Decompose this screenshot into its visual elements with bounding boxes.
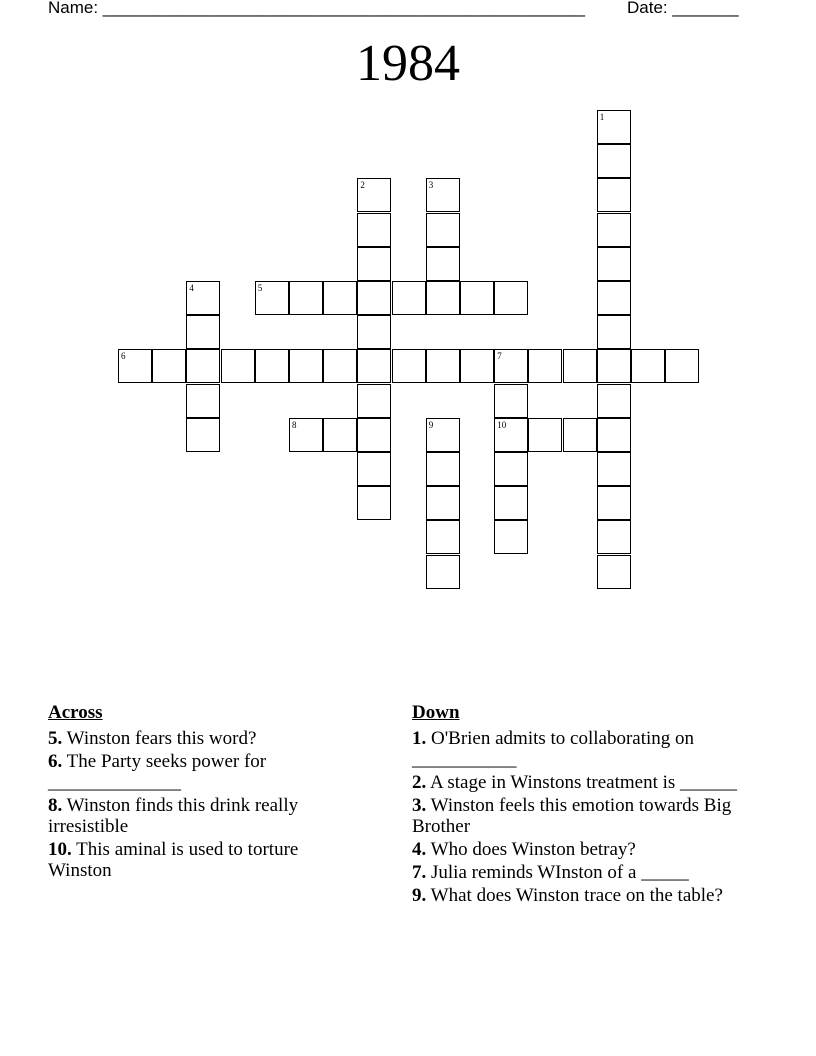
clue-down-7	[412, 862, 742, 883]
clue-across-8	[48, 795, 348, 837]
grid-cell[interactable]	[289, 281, 323, 315]
grid-cell[interactable]	[563, 349, 597, 383]
clue-text: Who does Winston betray?	[430, 839, 636, 860]
grid-cell[interactable]	[186, 315, 220, 349]
grid-cell[interactable]	[563, 418, 597, 452]
grid-cell[interactable]	[597, 178, 631, 212]
clue-number: 7.	[412, 862, 427, 883]
grid-cell[interactable]	[357, 418, 391, 452]
grid-cell[interactable]	[357, 281, 391, 315]
clue-down-1	[412, 728, 742, 770]
clue-number: 6.	[48, 751, 63, 772]
grid-cell[interactable]	[426, 178, 460, 212]
grid-cell[interactable]	[392, 281, 426, 315]
grid-cell[interactable]	[597, 384, 631, 418]
grid-cell[interactable]	[494, 349, 528, 383]
clue-number-label: 10	[497, 419, 507, 430]
grid-cell[interactable]	[426, 247, 460, 281]
grid-cell[interactable]	[357, 384, 391, 418]
clue-across-6	[48, 751, 348, 793]
grid-cell[interactable]	[597, 247, 631, 281]
grid-cell[interactable]	[494, 281, 528, 315]
clue-number: 4.	[412, 839, 427, 860]
grid-cell[interactable]	[597, 315, 631, 349]
grid-cell[interactable]	[357, 349, 391, 383]
grid-cell[interactable]	[597, 144, 631, 178]
grid-cell[interactable]	[426, 213, 460, 247]
grid-cell[interactable]	[392, 349, 426, 383]
grid-cell[interactable]	[357, 452, 391, 486]
clue-down-3	[412, 795, 742, 837]
grid-cell[interactable]	[186, 349, 220, 383]
grid-cell[interactable]	[426, 520, 460, 554]
grid-cell[interactable]	[255, 281, 289, 315]
grid-cell[interactable]	[152, 349, 186, 383]
grid-cell[interactable]	[357, 315, 391, 349]
clue-down-9	[412, 885, 742, 906]
clue-text: O'Brien admits to collaborating on ___________	[412, 728, 695, 770]
grid-cell[interactable]	[426, 349, 460, 383]
grid-cell[interactable]	[426, 452, 460, 486]
grid-cell[interactable]	[186, 384, 220, 418]
grid-cell[interactable]	[460, 349, 494, 383]
grid-cell[interactable]	[323, 349, 357, 383]
down-heading: Down	[412, 702, 460, 723]
grid-cell[interactable]	[186, 418, 220, 452]
clue-number-label: 3	[428, 180, 434, 191]
grid-cell[interactable]	[426, 555, 460, 589]
grid-cell[interactable]	[426, 486, 460, 520]
grid-cell[interactable]	[494, 384, 528, 418]
clue-text: What does Winston trace on the table?	[430, 885, 723, 906]
clue-number-label: 8	[292, 419, 297, 430]
clue-number: 5.	[48, 728, 63, 749]
clue-across-10	[48, 839, 348, 881]
grid-cell[interactable]	[289, 418, 323, 452]
clue-number-label: 1	[599, 112, 605, 122]
grid-cell[interactable]	[426, 281, 460, 315]
clue-text: The Party seeks power for ______________	[48, 751, 267, 793]
grid-cell[interactable]	[597, 555, 631, 589]
grid-cell[interactable]	[118, 349, 152, 383]
grid-cell[interactable]	[494, 452, 528, 486]
grid-cell[interactable]	[426, 418, 460, 452]
date-field-label: Date: _______	[627, 0, 739, 17]
clue-number-label: 5	[257, 283, 263, 293]
grid-cell[interactable]	[494, 520, 528, 554]
clue-number: 2.	[412, 772, 427, 793]
clue-text: A stage in Winstons treatment is ______	[429, 772, 738, 793]
clue-number-label: 2	[360, 180, 365, 191]
grid-cell[interactable]	[323, 418, 357, 452]
clue-text: Winston fears this word?	[66, 728, 257, 749]
grid-cell[interactable]	[221, 349, 255, 383]
grid-cell[interactable]	[528, 349, 562, 383]
grid-cell[interactable]	[357, 213, 391, 247]
grid-cell[interactable]	[597, 349, 631, 383]
clue-number: 10.	[48, 839, 72, 860]
grid-cell[interactable]	[597, 452, 631, 486]
grid-cell[interactable]	[289, 349, 323, 383]
grid-cell[interactable]	[597, 281, 631, 315]
puzzle-title: 1984	[356, 35, 460, 92]
clue-text: Winston feels this emotion towards Big Brother	[412, 795, 732, 837]
grid-cell[interactable]	[597, 418, 631, 452]
grid-cell[interactable]	[357, 247, 391, 281]
clue-down-4	[412, 839, 742, 860]
grid-cell[interactable]	[255, 349, 289, 383]
clue-number-label: 6	[121, 351, 126, 362]
clue-number: 9.	[412, 885, 427, 906]
clue-text: Winston finds this drink really irresistible	[48, 795, 299, 837]
clue-number: 3.	[412, 795, 427, 816]
clue-down-2	[412, 772, 742, 793]
clue-number-label: 9	[428, 419, 434, 430]
grid-cell[interactable]	[597, 520, 631, 554]
grid-cell[interactable]	[460, 281, 494, 315]
clue-number: 8.	[48, 795, 63, 816]
grid-cell[interactable]	[357, 178, 391, 212]
across-clues	[48, 702, 348, 883]
grid-cell[interactable]	[323, 281, 357, 315]
clue-text: Julia reminds WInston of a _____	[431, 862, 689, 883]
grid-cell[interactable]	[357, 486, 391, 520]
grid-cell[interactable]	[186, 281, 220, 315]
grid-cell[interactable]	[528, 418, 562, 452]
clue-number: 1.	[412, 728, 427, 749]
grid-cell[interactable]	[494, 418, 528, 452]
grid-cell[interactable]	[597, 213, 631, 247]
grid-cell[interactable]	[597, 486, 631, 520]
down-clues	[412, 702, 742, 908]
clue-number-label: 4	[189, 283, 194, 293]
grid-cell[interactable]	[631, 349, 665, 383]
grid-cell[interactable]	[665, 349, 699, 383]
across-heading: Across	[48, 702, 103, 723]
clue-text: This aminal is used to torture Winston	[48, 839, 299, 881]
name-field-label: Name: ___________________________________________________	[48, 0, 585, 17]
clue-across-5	[48, 728, 348, 749]
clue-number-label: 7	[497, 351, 502, 362]
grid-cell[interactable]	[494, 486, 528, 520]
grid-cell[interactable]	[597, 110, 631, 144]
